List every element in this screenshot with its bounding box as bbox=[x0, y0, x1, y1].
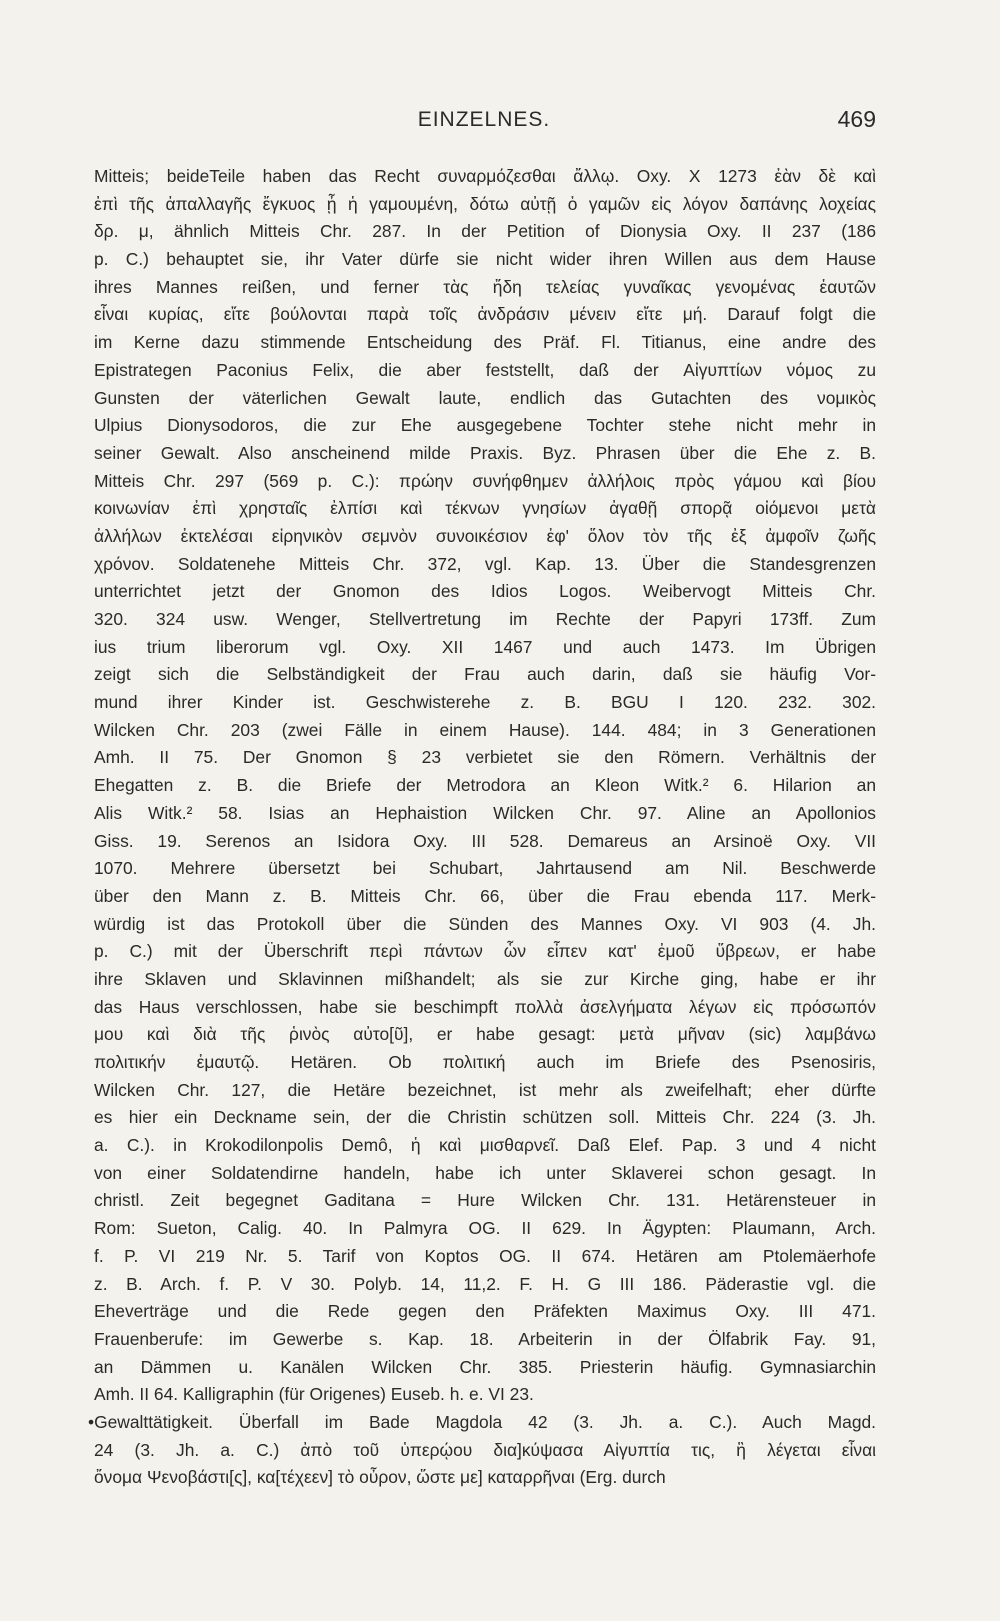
text-line: ἀλλήλων ἐκτελέσαι εἰρηνικὸν σεμνὸν συνοικέσιον ἐφ' ὅλον τὸν τῆς ἐξ ἀμφοῖν ζωῆς bbox=[94, 525, 876, 546]
text-line: ὄνομα Ψενοβάστι[ς], κα[τέχεεν] τὸ οὖρον, ὥστε με] καταρρῆναι (Erg. durch bbox=[94, 1467, 666, 1488]
text-line: Alis Witk.² 58. Isias an Hephaistion Wilcken Chr. 97. Aline an Apollonios bbox=[94, 802, 876, 823]
text-line: Wilcken Chr. 127, die Hetäre bezeichnet, ist mehr als zweifelhaft; eher dürfte bbox=[94, 1079, 876, 1100]
page-header bbox=[92, 104, 876, 138]
text-line: 320. 324 usw. Wenger, Stellvertretung im Rechte der Papyri 173ff. Zum bbox=[94, 609, 876, 629]
text-line: f. P. VI 219 Nr. 5. Tarif von Koptos OG. II 674. Hetären am Ptolemäerhofe bbox=[94, 1245, 876, 1266]
text-line: das Haus verschlossen, habe sie beschimpft πολλὰ ἀσελγήματα λέγων εἰς πρόσωπόν bbox=[94, 996, 876, 1017]
text-line: Epistrategen Paconius Felix, die aber feststellt, daß der Αἰγυπτίων νόμος zu bbox=[94, 359, 876, 380]
text-line: Amh. II 75. Der Gnomon § 23 verbietet sie den Römern. Verhältnis der bbox=[94, 747, 876, 768]
text-line: χρόνον. Soldatenehe Mitteis Chr. 372, vgl. Kap. 13. Über die Standesgrenzen bbox=[94, 553, 876, 574]
text-line: ἐπὶ τῆς ἀπαλλαγῆς ἔγκυος ᾖ ἡ γαμουμένη, δότω αὐτῇ ὁ γαμῶν εἰς λόγον δαπάνης λοχείας bbox=[94, 193, 876, 214]
text-line: 1070. Mehrere übersetzt bei Schubart, Jahrtausend am Nil. Beschwerde bbox=[94, 858, 876, 879]
text-line: Eheverträge und die Rede gegen den Präfekten Maximus Oxy. III 471. bbox=[94, 1301, 876, 1322]
text-line: über den Mann z. B. Mitteis Chr. 66, über die Frau ebenda 117. Merk- bbox=[94, 885, 876, 906]
text-line: Ulpius Dionysodoros, die zur Ehe ausgegebene Tochter stehe nicht mehr in bbox=[94, 415, 876, 436]
text-line: an Dämmen u. Kanälen Wilcken Chr. 385. Priesterin häufig. Gymnasiarchin bbox=[94, 1356, 876, 1377]
text-line: unterrichtet jetzt der Gnomon des Idios Logos. Weibervogt Mitteis Chr. bbox=[94, 581, 876, 602]
text-line: Mitteis Chr. 297 (569 p. C.): πρώην συνήφθημεν ἀλλήλοις πρὸς γάμου καὶ βίου bbox=[94, 470, 876, 491]
text-line: Mitteis; beideTeile haben das Recht συναρμόζεσθαι ἄλλῳ. Oxy. X 1273 ἐὰν δὲ καὶ bbox=[94, 166, 876, 186]
text-line: ius trium liberorum vgl. Oxy. XII 1467 und auch 1473. Im Übrigen bbox=[94, 636, 876, 657]
text-line: würdig ist das Protokoll über die Sünden des Mannes Oxy. VI 903 (4. Jh. bbox=[94, 913, 876, 934]
text-line: Rom: Sueton, Calig. 40. In Palmyra OG. II 629. In Ägypten: Plaumann, Arch. bbox=[94, 1218, 876, 1239]
text-line: Giss. 19. Serenos an Isidora Oxy. III 528. Demareus an Arsinoë Oxy. VII bbox=[94, 830, 876, 851]
text-line: πολιτικήν ἐμαυτῷ. Hetären. Ob πολιτική auch im Briefe des Psenosiris, bbox=[94, 1052, 876, 1072]
text-line: δρ. μ, ähnlich Mitteis Chr. 287. In der Petition of Dionysia Oxy. II 237 (186 bbox=[94, 221, 876, 242]
text-line: Amh. II 64. Kalligraphin (für Origenes) Euseb. h. e. VI 23. bbox=[94, 1384, 534, 1405]
text-line: a. C.). in Krokodilonpolis Demô, ἡ καὶ μισθαρνεῖ. Daß Elef. Pap. 3 und 4 nicht bbox=[94, 1135, 876, 1156]
text-line: •Gewalttätigkeit. Überfall im Bade Magdola 42 (3. Jh. a. C.). Auch Magd. bbox=[88, 1411, 876, 1432]
text-line: p. C.) mit der Überschrift περὶ πάντων ὧν εἶπεν κατ' ἐμοῦ ὕβρεων, er habe bbox=[94, 941, 876, 962]
text-line: christl. Zeit begegnet Gaditana = Hure Wilcken Chr. 131. Hetärensteuer in bbox=[94, 1190, 876, 1211]
text-line: 24 (3. Jh. a. C.) ἀπὸ τοῦ ὑπερῴου δια]κύψασα Αἰγυπτία τις, ἣ λέγεται εἶναι bbox=[94, 1439, 876, 1460]
text-line: es hier ein Deckname sein, der die Christin schützen soll. Mitteis Chr. 224 (3. Jh. bbox=[94, 1107, 876, 1128]
text-line: μου καὶ διὰ τῆς ῥινὸς αὐτο[ῦ], er habe gesagt: μετὰ μῆναν (sic) λαμβάνω bbox=[94, 1024, 876, 1045]
body-text bbox=[88, 163, 876, 1492]
text-line: εἶναι κυρίας, εἴτε βούλονται παρὰ τοῖς ἀνδράσιν μένειν εἴτε μή. Darauf folgt die bbox=[94, 304, 876, 325]
text-line: ihre Sklaven und Sklavinnen mißhandelt; als sie zur Kirche ging, habe er ihr bbox=[94, 968, 876, 989]
text-line: von einer Soldatendirne handeln, habe ich unter Sklaverei schon gesagt. In bbox=[94, 1162, 876, 1183]
text-line: Gunsten der väterlichen Gewalt laute, endlich das Gutachten des νομικὸς bbox=[94, 387, 876, 408]
page-number: 469 bbox=[837, 106, 876, 132]
running-head: EINZELNES. bbox=[417, 108, 551, 131]
text-line: p. C.) behauptet sie, ihr Vater dürfe sie nicht wider ihren Willen aus dem Hause bbox=[94, 249, 876, 270]
text-line: Ehegatten z. B. die Briefe der Metrodora an Kleon Witk.² 6. Hilarion an bbox=[94, 775, 876, 796]
text-line: ihres Mannes reißen, und ferner τὰς ἤδη τελείας γυναῖκας γενομένας ἑαυτῶν bbox=[94, 276, 876, 297]
text-line: mund ihrer Kinder ist. Geschwisterehe z. B. BGU I 120. 232. 302. bbox=[94, 692, 876, 713]
text-line: seiner Gewalt. Also anscheinend milde Praxis. Byz. Phrasen über die Ehe z. B. bbox=[94, 442, 876, 463]
text-line: im Kerne dazu stimmende Entscheidung des Präf. Fl. Titianus, eine andre des bbox=[94, 332, 876, 353]
text-line: z. B. Arch. f. P. V 30. Polyb. 14, 11,2. F. H. G III 186. Päderastie vgl. die bbox=[94, 1273, 876, 1294]
text-line: zeigt sich die Selbständigkeit der Frau auch darin, daß sie häufig Vor- bbox=[94, 664, 876, 685]
text-line: Frauenberufe: im Gewerbe s. Kap. 18. Arbeiterin in der Ölfabrik Fay. 91, bbox=[94, 1328, 876, 1349]
text-line: Wilcken Chr. 203 (zwei Fälle in einem Hause). 144. 484; in 3 Generationen bbox=[94, 719, 876, 740]
text-line: κοινωνίαν ἐπὶ χρησταῖς ἐλπίσι καὶ τέκνων γνησίων ἀγαθῇ σπορᾷ οἰόμενοι μετὰ bbox=[94, 498, 876, 519]
